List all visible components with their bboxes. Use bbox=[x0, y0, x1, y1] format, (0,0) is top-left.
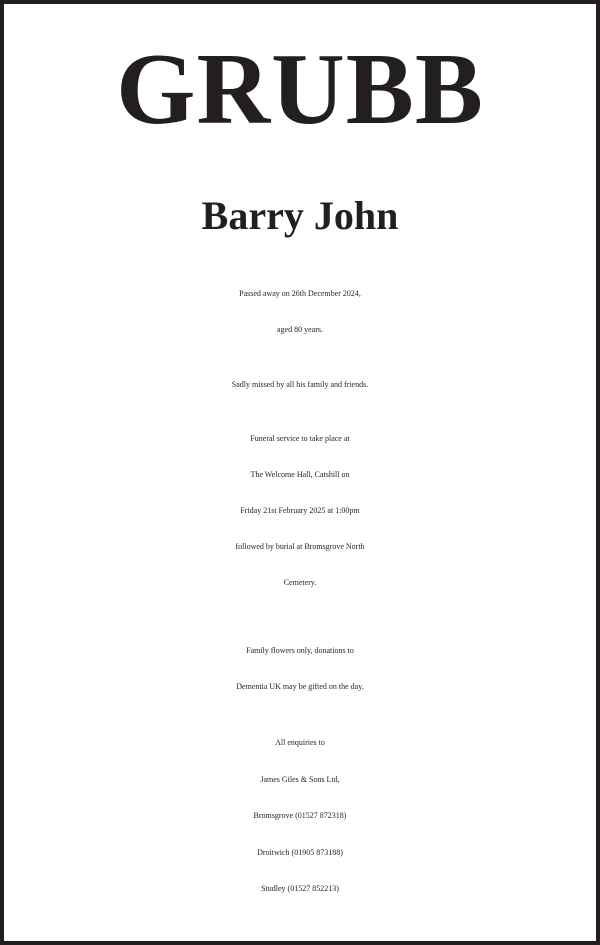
flowers-line: Dementia UK may be gifted on the day. bbox=[236, 682, 364, 691]
missed-line: Sadly missed by all his family and friends. bbox=[231, 380, 369, 389]
funeral-line: followed by burial at Bromsgrove North bbox=[235, 542, 365, 551]
passing-line: Passed away on 26th December 2024, bbox=[239, 289, 361, 298]
forenames-heading: Barry John bbox=[201, 193, 399, 238]
enquiries-line: Bromsgrove (01527 872318) bbox=[253, 811, 347, 820]
enquiries-details bbox=[4, 725, 596, 908]
funeral-line: Friday 21st February 2025 at 1:00pm bbox=[240, 506, 360, 515]
passing-line: aged 80 years. bbox=[277, 325, 323, 334]
enquiries-line: James Giles & Sons Ltd, bbox=[260, 774, 340, 784]
flowers-line: Family flowers only, donations to bbox=[246, 646, 354, 655]
passing-details bbox=[4, 276, 596, 348]
enquiries-line: Studley (01527 852213) bbox=[261, 884, 339, 893]
surname-heading: GRUBB bbox=[116, 33, 484, 146]
enquiries-line: All enquiries to bbox=[275, 738, 325, 747]
flowers-details bbox=[4, 633, 596, 705]
funeral-line: Funeral service to take place at bbox=[250, 434, 350, 443]
missed-message bbox=[4, 367, 596, 403]
funeral-line: Cemetery. bbox=[283, 578, 317, 587]
funeral-line: The Welcome Hall, Catshill on bbox=[250, 470, 350, 479]
enquiries-line: Droitwich (01905 873188) bbox=[257, 847, 343, 857]
funeral-details bbox=[4, 421, 596, 601]
